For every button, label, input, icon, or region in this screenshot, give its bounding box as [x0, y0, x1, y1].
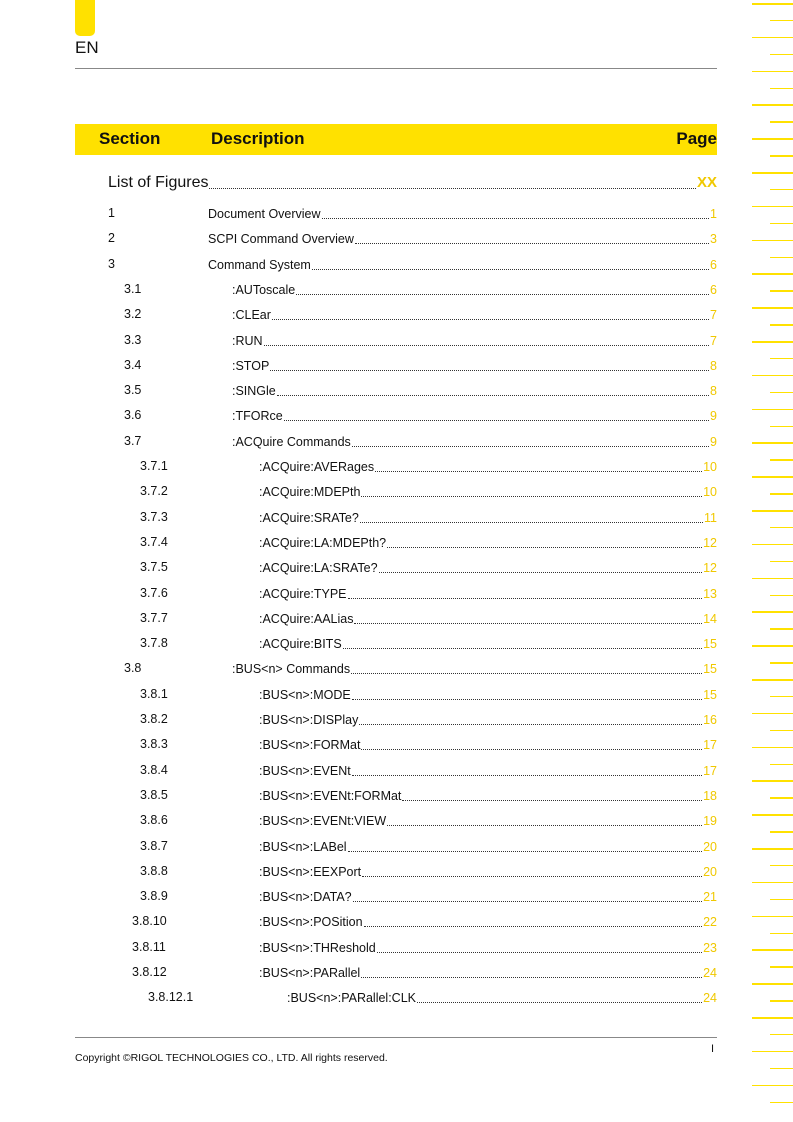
- side-line: [770, 966, 793, 968]
- side-line: [770, 358, 793, 360]
- toc-section-number: 3.7.1: [140, 459, 168, 473]
- dot-leader: [377, 951, 702, 953]
- toc-entry-title: :BUS<n> Commands: [232, 662, 351, 677]
- language-label: EN: [75, 38, 99, 57]
- toc-section-number: 3.8.5: [140, 787, 168, 802]
- dot-leader: [387, 824, 702, 826]
- side-line: [770, 426, 793, 428]
- toc-section-number: 3.1: [124, 281, 142, 296]
- toc-entry[interactable]: [259, 889, 717, 905]
- toc-entry[interactable]: [208, 206, 717, 222]
- toc-entry-page[interactable]: 12: [703, 561, 717, 576]
- toc-entry-title: :BUS<n>:EVENt:VIEW: [259, 814, 387, 829]
- side-line: [752, 780, 793, 782]
- toc-entry-title: :BUS<n>:FORMat: [259, 738, 361, 753]
- side-line: [752, 611, 793, 613]
- side-line: [770, 155, 793, 157]
- toc-section-number: 3.8.6: [140, 813, 168, 828]
- side-line: [752, 172, 793, 174]
- toc-entry[interactable]: [232, 333, 717, 349]
- toc-entry[interactable]: [259, 636, 717, 652]
- side-line: [752, 916, 793, 918]
- toc-entry-page[interactable]: 3: [710, 232, 717, 247]
- toc-entry-title: :BUS<n>:MODE: [259, 687, 351, 702]
- side-line: [752, 375, 793, 377]
- toc-header-bar: [75, 124, 717, 155]
- side-line: [770, 324, 793, 326]
- toc-entry-title: :ACQuire Commands: [232, 434, 351, 449]
- side-line: [770, 88, 793, 90]
- dot-leader: [272, 318, 709, 320]
- toc-entry-page[interactable]: 15: [703, 637, 717, 652]
- side-line: [752, 476, 793, 478]
- section-column-header: Section: [99, 129, 161, 148]
- toc-entry-page[interactable]: 14: [703, 611, 717, 626]
- toc-entry-page[interactable]: 8: [710, 384, 717, 399]
- toc-entry[interactable]: [259, 737, 717, 753]
- toc-entry-title: :BUS<n>:PARallel: [259, 966, 361, 980]
- toc-section-number: 3.8.12: [132, 965, 167, 979]
- side-line: [770, 121, 793, 123]
- toc-section-number: 3.8.1: [140, 686, 168, 701]
- dot-leader: [322, 217, 710, 219]
- toc-entry[interactable]: [259, 712, 717, 728]
- side-line: [752, 104, 793, 106]
- toc-entry-title: :BUS<n>:PARallel:CLK: [287, 991, 416, 1006]
- header-divider: [75, 68, 717, 69]
- dot-leader: [353, 900, 702, 902]
- side-line: [752, 1051, 793, 1053]
- toc-section-number: 3.7.6: [140, 585, 168, 600]
- toc-entry-title: :STOP: [232, 358, 270, 373]
- toc-entry[interactable]: [287, 990, 717, 1006]
- toc-section-number: 3.8.7: [140, 838, 168, 853]
- side-line: [752, 848, 793, 850]
- side-line: [770, 1102, 793, 1104]
- side-line: [752, 37, 793, 39]
- toc-section-number: 3.8: [124, 661, 142, 676]
- side-line: [770, 797, 793, 799]
- toc-entry[interactable]: [259, 484, 717, 500]
- side-line: [770, 392, 793, 394]
- side-line: [770, 1000, 793, 1002]
- toc-entry-page[interactable]: 9: [710, 434, 717, 449]
- side-line: [770, 764, 793, 766]
- list-of-figures-title: List of Figures: [108, 174, 209, 191]
- side-line: [752, 747, 793, 749]
- toc-entry-page[interactable]: 1: [710, 207, 717, 221]
- dot-leader: [361, 976, 702, 978]
- dot-leader: [364, 925, 703, 927]
- toc-entry[interactable]: [232, 408, 717, 424]
- toc-entry[interactable]: [208, 257, 717, 273]
- dot-leader: [355, 242, 709, 244]
- toc-entry-page[interactable]: 20: [703, 864, 717, 879]
- side-line: [752, 544, 793, 546]
- toc-entry[interactable]: [232, 282, 717, 298]
- toc-section-number: 3.6: [124, 408, 142, 423]
- toc-section-number: 3.8.11: [132, 939, 166, 954]
- toc-entry[interactable]: [259, 459, 717, 475]
- toc-entry-page[interactable]: 8: [710, 358, 717, 373]
- dot-leader: [270, 369, 709, 371]
- side-line: [752, 814, 793, 816]
- side-line: [752, 983, 793, 985]
- toc-section-number: 2: [108, 231, 115, 246]
- dot-leader: [352, 698, 702, 700]
- toc-entry-title: :BUS<n>:EEXPort: [259, 864, 362, 879]
- chapter-tab-marker: [75, 0, 95, 36]
- toc-entry-page[interactable]: 10: [703, 485, 717, 500]
- side-line: [752, 679, 793, 681]
- toc-section-number: 3.7.4: [140, 534, 168, 549]
- side-line: [770, 1068, 793, 1070]
- dot-leader: [351, 672, 702, 674]
- toc-entry-title: Document Overview: [208, 207, 321, 221]
- toc-entry-page[interactable]: 9: [710, 409, 717, 424]
- side-line: [752, 949, 793, 951]
- toc-entry-page[interactable]: 13: [703, 586, 717, 601]
- toc-entry[interactable]: [208, 231, 717, 247]
- side-line: [752, 71, 793, 73]
- side-line: [752, 409, 793, 411]
- side-line: [752, 206, 793, 208]
- footer-divider: [75, 1037, 717, 1038]
- toc-entry-title: :BUS<n>:DISPlay: [259, 713, 359, 727]
- toc-entry-page[interactable]: 11: [704, 510, 717, 525]
- toc-entry-title: :CLEar: [232, 308, 271, 323]
- toc-entry-page[interactable]: 24: [703, 966, 717, 980]
- side-line: [770, 831, 793, 833]
- toc-entry[interactable]: [259, 611, 717, 627]
- list-of-figures-page[interactable]: XX: [696, 174, 717, 191]
- list-of-figures-entry[interactable]: [108, 174, 717, 192]
- side-line: [752, 645, 793, 647]
- toc-entry-page[interactable]: 7: [710, 333, 717, 348]
- toc-section-number: 3.8.12.1: [148, 990, 194, 1005]
- toc-entry[interactable]: [259, 940, 717, 956]
- toc-section-number: 3: [108, 256, 115, 271]
- dot-leader: [343, 647, 702, 649]
- side-line: [752, 882, 793, 884]
- description-column-header: Description: [211, 129, 305, 148]
- side-line: [752, 1017, 793, 1019]
- toc-entry[interactable]: [259, 914, 717, 930]
- toc-entry-title: :ACQuire:LA:MDEPth?: [259, 535, 387, 550]
- toc-entry-title: :BUS<n>:EVENt:FORMat: [259, 788, 402, 803]
- side-line: [770, 493, 793, 495]
- toc-entry[interactable]: [259, 965, 717, 981]
- toc-entry[interactable]: [259, 586, 717, 602]
- toc-entry-title: :ACQuire:AVERages: [259, 460, 375, 474]
- dot-leader: [348, 597, 703, 599]
- toc-entry[interactable]: [259, 510, 717, 526]
- toc-section-number: 3.8.4: [140, 762, 168, 777]
- side-line: [770, 899, 793, 901]
- toc-entry-title: :ACQuire:LA:SRATe?: [259, 561, 378, 576]
- toc-entry-page[interactable]: 20: [703, 839, 717, 854]
- side-line: [752, 273, 793, 275]
- side-line: [770, 527, 793, 529]
- toc-section-number: 3.8.9: [140, 889, 168, 904]
- page-column-header: Page: [676, 129, 717, 148]
- toc-section-number: 3.8.8: [140, 863, 168, 878]
- dot-leader: [360, 521, 703, 523]
- side-line: [752, 240, 793, 242]
- toc-entry-title: :AUToscale: [232, 282, 296, 297]
- copyright-notice: Copyright ©RIGOL TECHNOLOGIES CO., LTD. All rights reserved.: [75, 1052, 388, 1064]
- side-line: [770, 561, 793, 563]
- toc-section-number: 3.2: [124, 307, 142, 322]
- toc-entry-page[interactable]: 21: [703, 890, 717, 905]
- dot-leader: [402, 799, 702, 801]
- side-line: [770, 595, 793, 597]
- toc-entry-title: :ACQuire:SRATe?: [259, 510, 359, 525]
- side-line: [770, 290, 793, 292]
- toc-entry[interactable]: [232, 434, 717, 450]
- toc-entry[interactable]: [232, 383, 717, 399]
- side-line: [770, 189, 793, 191]
- dot-leader: [379, 571, 703, 573]
- dot-leader: [387, 546, 702, 548]
- toc-entry-page[interactable]: 16: [703, 713, 717, 727]
- toc-entry-page[interactable]: 17: [703, 763, 717, 778]
- toc-section-number: 3.7: [124, 433, 142, 448]
- toc-entry-page[interactable]: 6: [710, 282, 717, 297]
- toc-entry[interactable]: [232, 661, 717, 677]
- toc-entry-page[interactable]: 18: [703, 788, 717, 803]
- side-line: [770, 459, 793, 461]
- dot-leader: [352, 445, 709, 447]
- toc-section-number: 3.4: [124, 357, 142, 372]
- dot-leader: [296, 293, 709, 295]
- dot-leader: [362, 875, 702, 877]
- side-line: [752, 138, 793, 140]
- side-line: [770, 730, 793, 732]
- toc-entry-page[interactable]: 17: [703, 738, 717, 753]
- side-line: [770, 662, 793, 664]
- dot-leader: [209, 187, 696, 189]
- toc-entry-title: :ACQuire:MDEPth: [259, 485, 361, 500]
- dot-leader: [312, 268, 709, 270]
- toc-entry-title: :ACQuire:AALias: [259, 611, 354, 626]
- toc-entry-page[interactable]: 15: [703, 687, 717, 702]
- page-number: I: [711, 1043, 715, 1055]
- toc-entry[interactable]: [259, 560, 717, 576]
- toc-entry-title: SCPI Command Overview: [208, 232, 354, 247]
- side-line: [770, 1034, 793, 1036]
- toc-entry-title: :ACQuire:TYPE: [259, 586, 347, 601]
- toc-entry[interactable]: [259, 864, 717, 880]
- toc-entry-page[interactable]: 6: [710, 257, 717, 272]
- toc-entry-title: :BUS<n>:EVENt: [259, 763, 351, 778]
- dot-leader: [352, 774, 702, 776]
- toc-entry-title: :BUS<n>:POSition: [259, 915, 363, 930]
- side-line: [752, 713, 793, 715]
- side-line: [752, 307, 793, 309]
- toc-entry-page[interactable]: 15: [703, 662, 717, 677]
- side-line: [770, 696, 793, 698]
- toc-entry[interactable]: [259, 813, 717, 829]
- toc-entry-title: :BUS<n>:LABel: [259, 839, 347, 854]
- side-line: [752, 510, 793, 512]
- toc-section-number: 3.8.3: [140, 737, 168, 752]
- toc-entry-page[interactable]: 23: [703, 940, 717, 955]
- side-line: [770, 865, 793, 867]
- side-line: [752, 1085, 793, 1087]
- dot-leader: [361, 495, 702, 497]
- toc-entry[interactable]: [259, 788, 717, 804]
- toc-entry-page[interactable]: 12: [703, 535, 717, 550]
- toc-entry-title: :SINGle: [232, 384, 276, 399]
- toc-section-number: 3.8.2: [140, 712, 168, 726]
- toc-section-number: 3.7.3: [140, 509, 168, 524]
- side-line: [770, 223, 793, 225]
- dot-leader: [277, 394, 709, 396]
- side-line: [770, 628, 793, 630]
- side-line: [752, 3, 793, 5]
- dot-leader: [354, 622, 702, 624]
- toc-entry-page[interactable]: 7: [710, 308, 717, 323]
- toc-entry[interactable]: [259, 535, 717, 551]
- dot-leader: [417, 1001, 702, 1003]
- toc-section-number: 3.8.10: [132, 914, 167, 929]
- toc-entry-title: Command System: [208, 257, 311, 272]
- toc-section-number: 1: [108, 206, 115, 220]
- dot-leader: [284, 419, 709, 421]
- toc-entry-title: :BUS<n>:THReshold: [259, 940, 376, 955]
- side-line: [752, 341, 793, 343]
- dot-leader: [359, 723, 702, 725]
- dot-leader: [375, 470, 702, 472]
- toc-entry-title: :RUN: [232, 333, 263, 348]
- side-line: [770, 20, 793, 22]
- toc-entry-title: :ACQuire:BITS: [259, 637, 342, 652]
- side-line: [770, 257, 793, 259]
- toc-entry[interactable]: [232, 358, 717, 374]
- dot-leader: [264, 344, 709, 346]
- side-line: [752, 442, 793, 444]
- toc-entry-title: :BUS<n>:DATA?: [259, 890, 352, 905]
- side-line: [770, 54, 793, 56]
- toc-entry-page[interactable]: 24: [703, 991, 717, 1006]
- toc-entry-title: :TFORce: [232, 409, 283, 424]
- dot-leader: [361, 748, 702, 750]
- side-line: [752, 578, 793, 580]
- toc-section-number: 3.7.8: [140, 636, 168, 651]
- side-line: [770, 933, 793, 935]
- toc-section-number: 3.3: [124, 332, 142, 347]
- toc-section-number: 3.7.7: [140, 610, 168, 625]
- decorative-side-lines: [752, 0, 793, 1122]
- toc-section-number: 3.5: [124, 383, 142, 398]
- toc-section-number: 3.7.2: [140, 484, 168, 499]
- toc-entry[interactable]: [259, 763, 717, 779]
- dot-leader: [348, 850, 703, 852]
- toc-entry-page[interactable]: 19: [703, 814, 717, 829]
- toc-entry[interactable]: [259, 839, 717, 855]
- toc-section-number: 3.7.5: [140, 560, 168, 575]
- toc-entry[interactable]: [259, 687, 717, 703]
- toc-entry[interactable]: [232, 307, 717, 323]
- toc-entry-page[interactable]: 22: [703, 915, 717, 930]
- toc-entry-page[interactable]: 10: [703, 460, 717, 474]
